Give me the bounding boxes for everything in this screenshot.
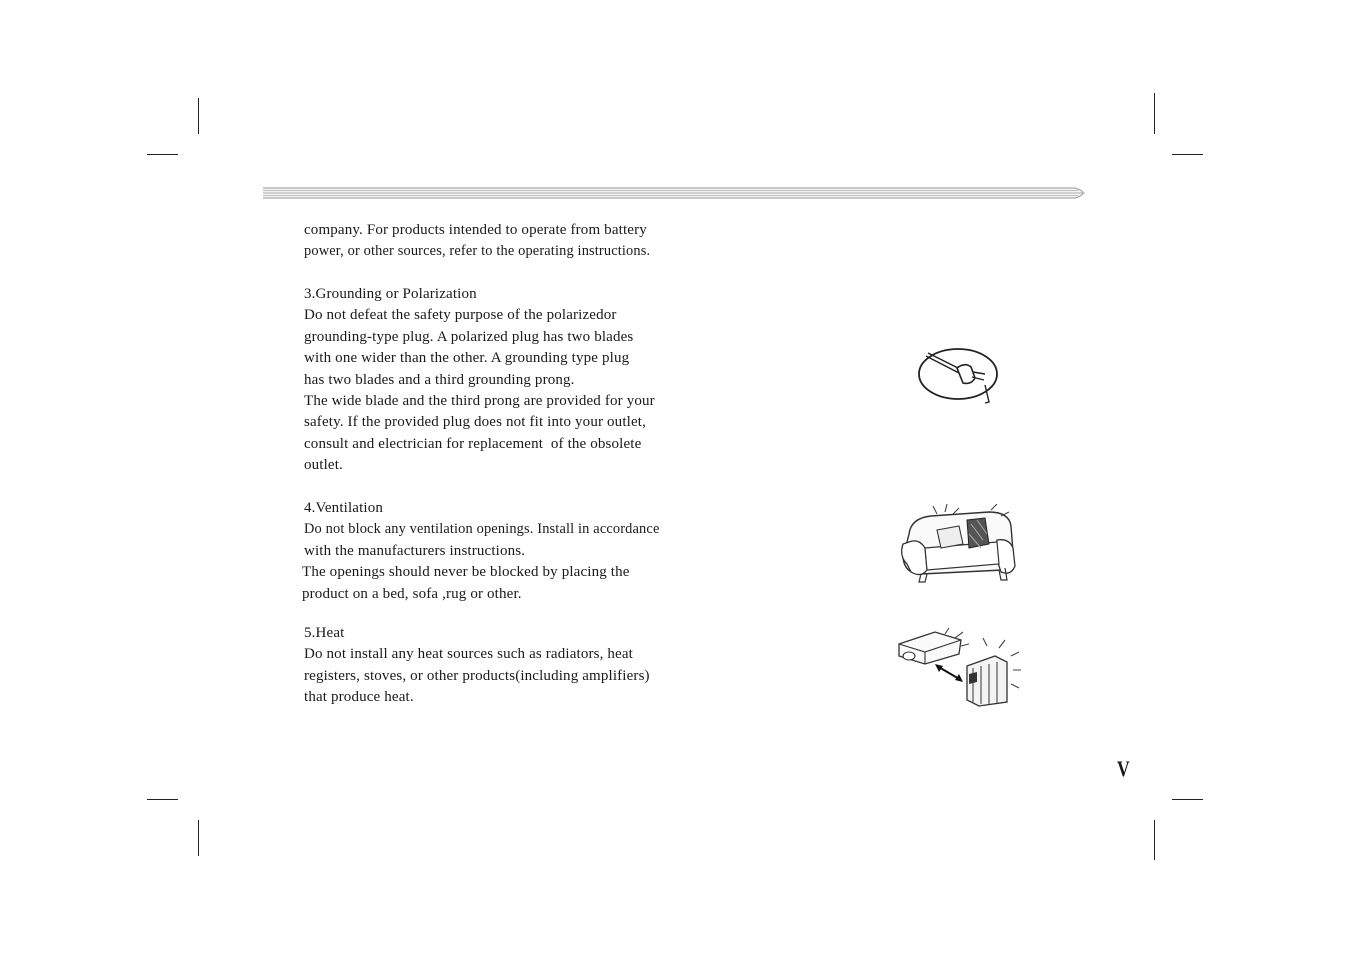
section-title: 3.Grounding or Polarization xyxy=(304,286,477,302)
crop-mark xyxy=(147,154,178,155)
text-line: Do not defeat the safety purpose of the polarizedor xyxy=(304,307,617,324)
crop-mark xyxy=(1172,154,1203,155)
crop-mark xyxy=(1172,799,1203,800)
crop-mark xyxy=(1154,93,1155,134)
text-line: outlet. xyxy=(304,457,343,474)
text-line: Do not block any ventilation openings. Install in accordance xyxy=(304,521,660,538)
intro-paragraph xyxy=(304,220,650,263)
crop-mark xyxy=(1154,820,1155,860)
crop-mark xyxy=(198,98,199,134)
header-rule xyxy=(263,186,1093,200)
page-number: V xyxy=(1117,756,1130,781)
text-line: The wide blade and the third prong are provided for your xyxy=(304,393,655,410)
sofa-ventilation-illustration xyxy=(897,504,1019,590)
heat-source-illustration xyxy=(895,626,1023,708)
section-title: 5.Heat xyxy=(304,625,345,641)
text-line: registers, stoves, or other products(including amplifiers) xyxy=(304,667,650,684)
section-ventilation xyxy=(304,498,659,605)
polarized-plug-illustration xyxy=(915,345,1005,407)
crop-mark xyxy=(198,820,199,856)
section-grounding xyxy=(304,284,655,477)
text-line: power, or other sources, refer to the operating instructions. xyxy=(304,243,651,260)
text-line: that produce heat. xyxy=(304,689,414,706)
section-heat xyxy=(304,623,650,709)
text-line: has two blades and a third grounding prong. xyxy=(304,371,575,388)
text-line: company. For products intended to operate from battery xyxy=(304,222,647,238)
text-line: with the manufacturers instructions. xyxy=(304,542,526,559)
section-title: 4.Ventilation xyxy=(304,500,384,516)
text-line: product on a bed, sofa ,rug or other. xyxy=(302,585,522,602)
text-line: grounding-type plug. A polarized plug has two blades xyxy=(304,328,634,345)
text-line: Do not install any heat sources such as radiators, heat xyxy=(304,646,633,663)
text-line: The openings should never be blocked by placing the xyxy=(302,564,630,581)
text-line: safety. If the provided plug does not fit into your outlet, xyxy=(304,414,646,431)
text-line: with one wider than the other. A grounding type plug xyxy=(304,350,630,367)
crop-mark xyxy=(147,799,178,800)
text-line: consult and electrician for replacement of the obsolete xyxy=(304,435,642,452)
